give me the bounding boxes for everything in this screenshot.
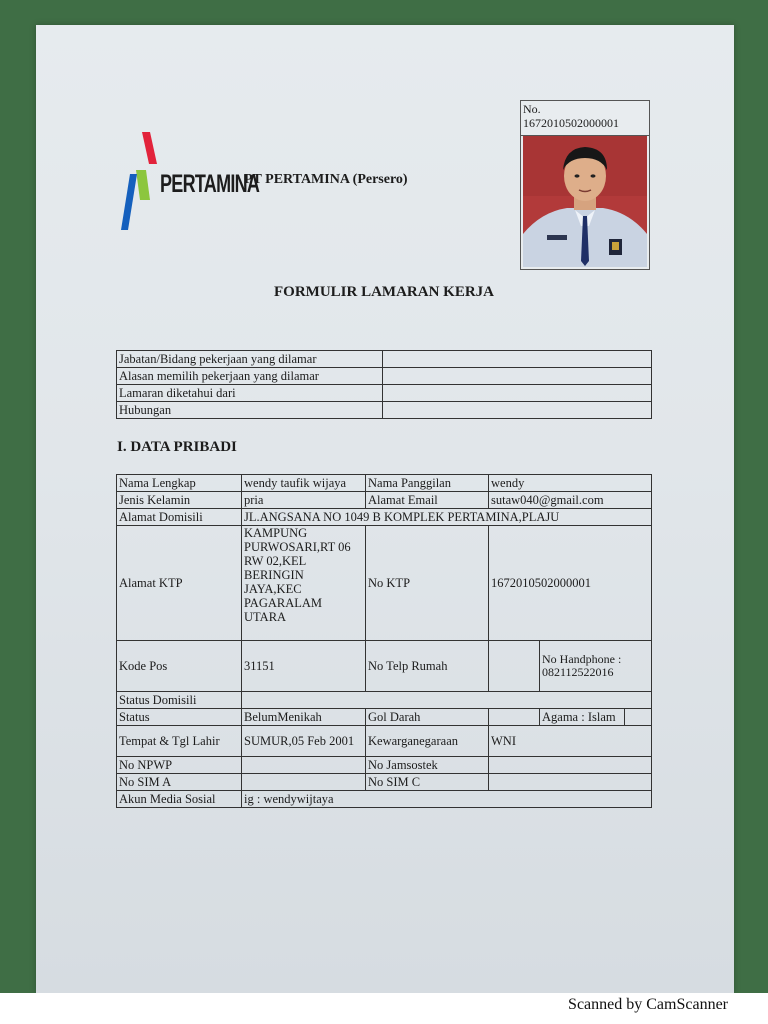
table-row <box>117 709 652 726</box>
label-kode-pos: Kode Pos <box>117 641 242 692</box>
value-media-sosial: ig : wendywijtaya <box>242 791 652 808</box>
label-no-handphone: No Handphone : <box>542 652 622 666</box>
empty-cell <box>625 709 652 726</box>
label-sim-a: No SIM A <box>117 774 242 791</box>
label-alamat-email: Alamat Email <box>366 492 489 509</box>
value-kewarganegaraan: WNI <box>489 726 652 757</box>
photo-number-value: 1672010502000001 <box>523 116 619 130</box>
handphone-cell <box>540 641 652 692</box>
label-status: Status <box>117 709 242 726</box>
pertamina-logo-mark-icon <box>120 130 160 235</box>
photo-number-label: No. <box>523 102 541 116</box>
scanner-watermark: Scanned by CamScanner <box>568 996 728 1013</box>
label-alamat-domisili: Alamat Domisili <box>117 509 242 526</box>
value-sim-a <box>242 774 366 791</box>
company-name: PT PERTAMINA (Persero) <box>244 172 408 187</box>
value-status-domisili <box>242 692 652 709</box>
row-value <box>383 368 652 385</box>
row-label: Hubungan <box>117 402 383 419</box>
row-value <box>383 402 652 419</box>
value-sim-c <box>489 774 652 791</box>
value-no-telp-rumah <box>489 641 540 692</box>
table-row <box>117 368 652 385</box>
table-row <box>117 692 652 709</box>
label-nama-lengkap: Nama Lengkap <box>117 475 242 492</box>
personal-data-table <box>116 474 652 808</box>
value-agama: Agama : Islam <box>540 709 625 726</box>
table-row <box>117 526 652 641</box>
value-alamat-ktp: KAMPUNG PURWOSARI,RT 06 RW 02,KEL BERINGIN JAYA,KEC PAGARALAM UTARA <box>242 526 366 641</box>
value-nama-lengkap: wendy taufik wijaya <box>242 475 366 492</box>
value-jamsostek <box>489 757 652 774</box>
logo-wordmark: PERTAMINA <box>160 170 260 198</box>
value-kode-pos: 31151 <box>242 641 366 692</box>
application-table <box>116 350 652 419</box>
table-row <box>117 385 652 402</box>
label-status-domisili: Status Domisili <box>117 692 242 709</box>
table-row <box>117 492 652 509</box>
value-no-handphone: 082112522016 <box>542 665 614 679</box>
label-media-sosial: Akun Media Sosial <box>117 791 242 808</box>
label-kewarganegaraan: Kewarganegaraan <box>366 726 489 757</box>
label-ttl: Tempat & Tgl Lahir <box>117 726 242 757</box>
row-value <box>383 351 652 368</box>
value-no-ktp: 1672010502000001 <box>489 526 652 641</box>
value-alamat-email: sutaw040@gmail.com <box>489 492 652 509</box>
label-sim-c: No SIM C <box>366 774 489 791</box>
table-row <box>117 774 652 791</box>
table-row <box>117 757 652 774</box>
value-alamat-domisili: JL.ANGSANA NO 1049 B KOMPLEK PERTAMINA,PLAJU <box>242 509 652 526</box>
value-gol-darah <box>489 709 540 726</box>
table-row <box>117 475 652 492</box>
row-label: Alasan memilih pekerjaan yang dilamar <box>117 368 383 385</box>
table-row <box>117 402 652 419</box>
applicant-photo <box>523 136 647 267</box>
label-gol-darah: Gol Darah <box>366 709 489 726</box>
applicant-photo-box <box>520 100 650 270</box>
label-alamat-ktp: Alamat KTP <box>117 526 242 641</box>
value-nama-panggilan: wendy <box>489 475 652 492</box>
label-npwp: No NPWP <box>117 757 242 774</box>
value-jenis-kelamin: pria <box>242 492 366 509</box>
table-row <box>117 509 652 526</box>
photo-number <box>521 101 649 136</box>
row-value <box>383 385 652 402</box>
value-ttl: SUMUR,05 Feb 2001 <box>242 726 366 757</box>
form-title: FORMULIR LAMARAN KERJA <box>274 284 494 300</box>
row-label: Lamaran diketahui dari <box>117 385 383 402</box>
value-npwp <box>242 757 366 774</box>
row-label: Jabatan/Bidang pekerjaan yang dilamar <box>117 351 383 368</box>
label-no-telp-rumah: No Telp Rumah <box>366 641 489 692</box>
table-row <box>117 791 652 808</box>
table-row <box>117 726 652 757</box>
label-jenis-kelamin: Jenis Kelamin <box>117 492 242 509</box>
section-title-data-pribadi: I. DATA PRIBADI <box>117 439 237 455</box>
label-no-ktp: No KTP <box>366 526 489 641</box>
value-status: BelumMenikah <box>242 709 366 726</box>
label-nama-panggilan: Nama Panggilan <box>366 475 489 492</box>
label-jamsostek: No Jamsostek <box>366 757 489 774</box>
table-row <box>117 351 652 368</box>
table-row <box>117 641 652 692</box>
